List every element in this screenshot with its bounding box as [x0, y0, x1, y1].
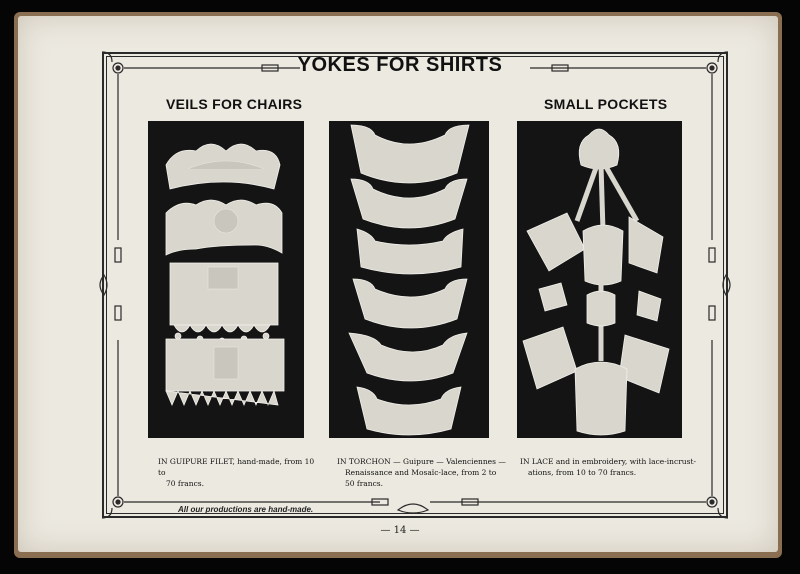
lace-pockets-illustration — [517, 121, 682, 438]
section-title-veils: VEILS FOR CHAIRS — [166, 96, 303, 112]
photo-veils-for-chairs — [148, 121, 304, 438]
caption-pockets — [520, 456, 700, 478]
caption-yokes — [337, 456, 507, 489]
footer-note: All our productions are hand-made. — [178, 505, 314, 514]
page-title: YOKES FOR SHIRTS — [297, 54, 503, 76]
lace-yokes-illustration — [329, 121, 489, 438]
photo-torchon-yokes — [329, 121, 489, 438]
caption-veils — [158, 456, 318, 489]
caption-pockets-line-2: ations, from 10 to 70 francs. — [528, 468, 637, 477]
lace-veils-illustration — [148, 121, 304, 438]
section-title-pockets: SMALL POCKETS — [544, 96, 668, 112]
photo-small-pockets — [517, 121, 682, 438]
caption-veils-line-1: IN GUIPURE FILET, hand-made, from 10 to — [158, 457, 315, 477]
caption-yokes-line-1: IN TORCHON — Guipure — Valenciennes — — [337, 457, 506, 466]
caption-yokes-line-3: 50 francs. — [345, 479, 384, 488]
caption-yokes-line-2: Renaissance and Mosaïc-lace, from 2 to — [345, 468, 497, 477]
caption-pockets-line-1: IN LACE and in embroidery, with lace-incrust- — [520, 457, 697, 466]
page-number: — 14 — — [380, 525, 420, 536]
caption-veils-line-2: 70 francs. — [166, 479, 205, 488]
